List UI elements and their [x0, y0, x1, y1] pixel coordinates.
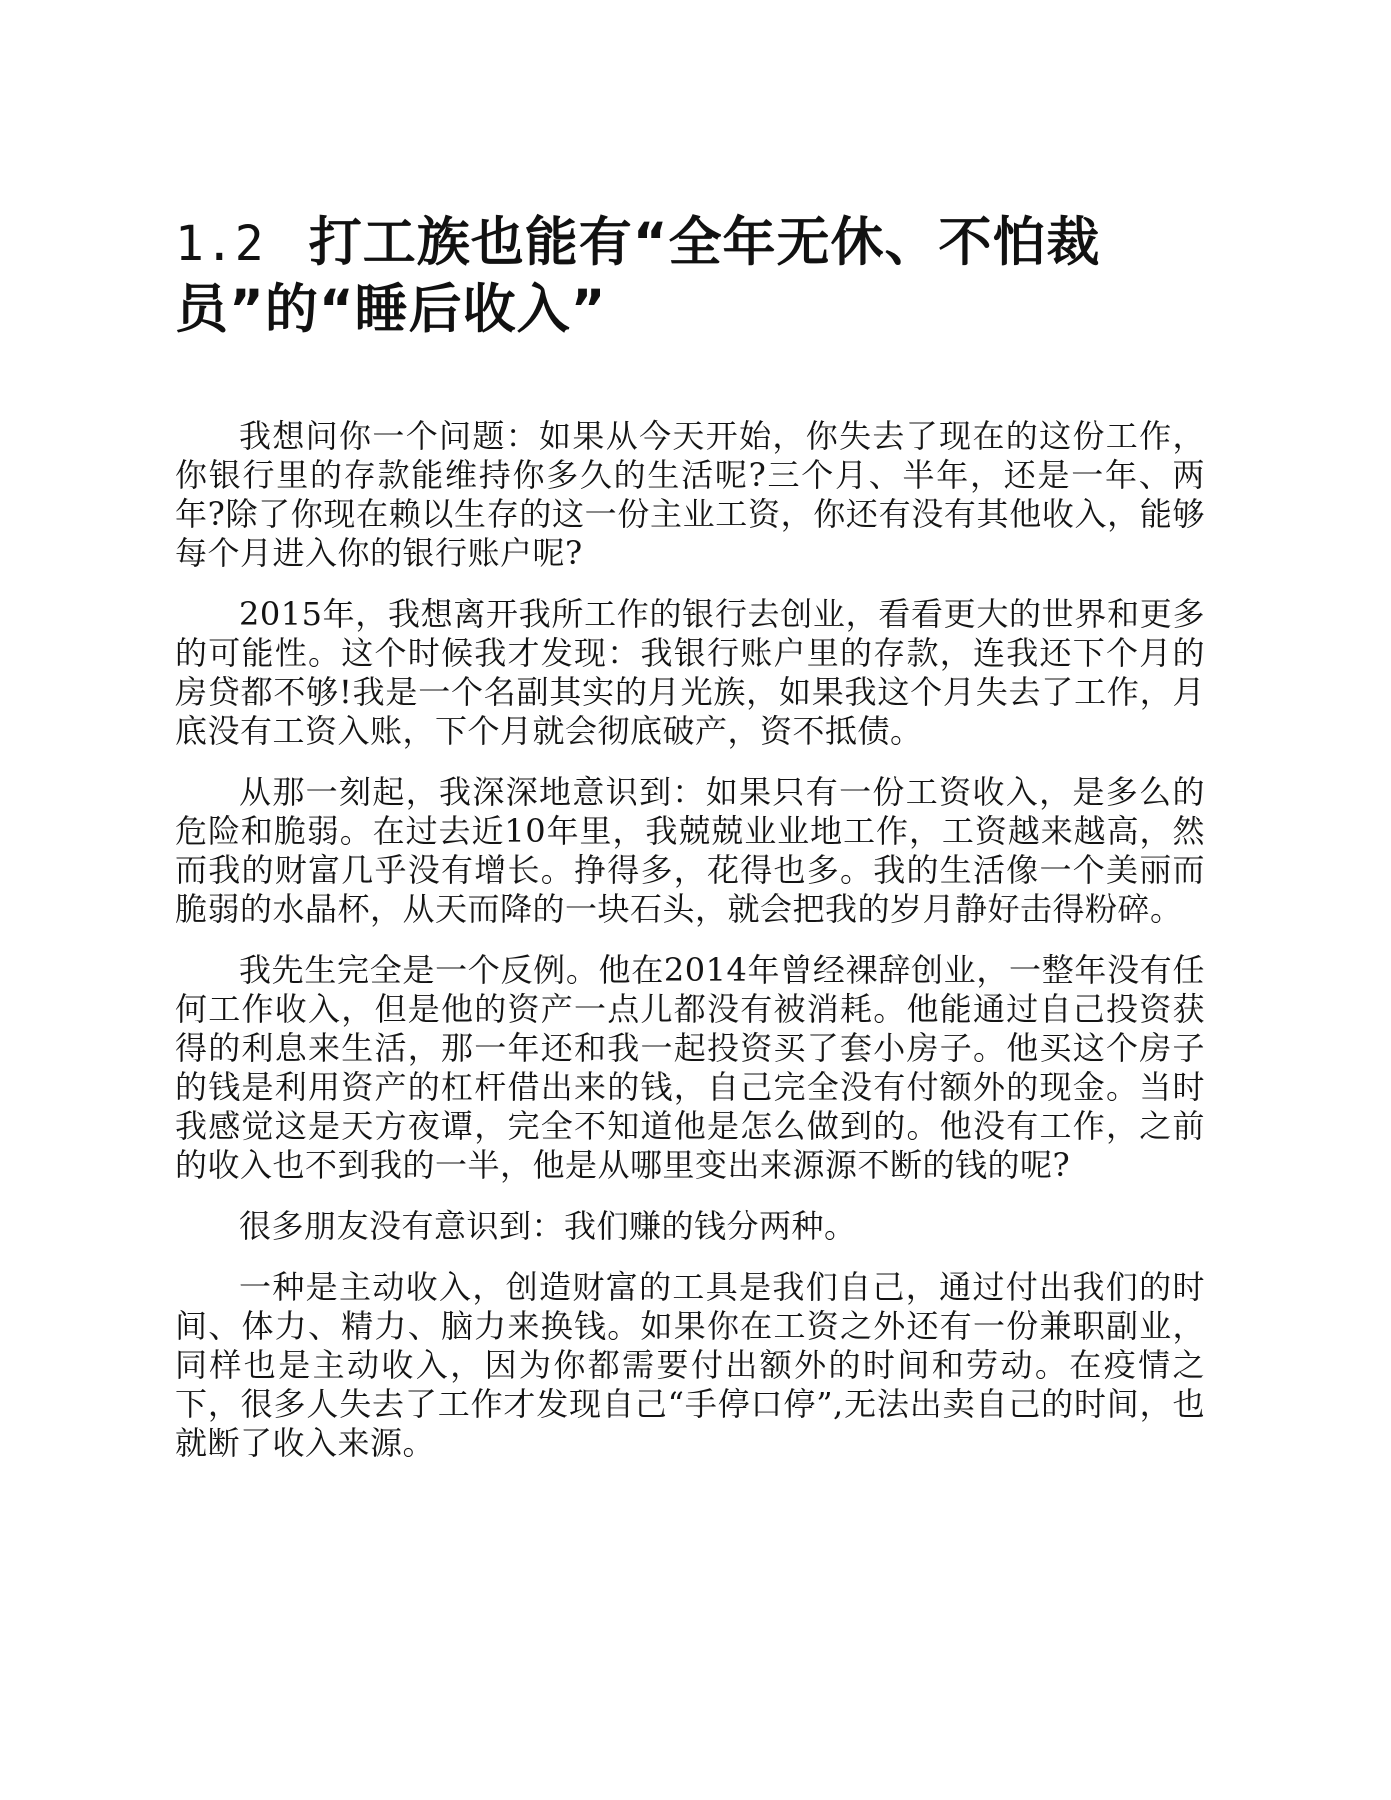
paragraph-2: 2015年，我想离开我所工作的银行去创业，看看更大的世界和更多的可能性。这个时候我才发现：我银行账户里的存款，连我还下个月的房贷都不够!我是一个名副其实的月光族，如果我这个月失去了工作，月底没有工资入账，下个月就会彻底破产，资不抵债。	[175, 595, 1205, 750]
paragraph-1: 我想问你一个问题：如果从今天开始，你失去了现在的这份工作，你银行里的存款能维持你多久的生活呢?三个月、半年，还是一年、两年?除了你现在赖以生存的这一份主业工资，你还有没有其他收入，能够每个月进入你的银行账户呢?	[175, 417, 1205, 572]
paragraph-4: 我先生完全是一个反例。他在2014年曾经裸辞创业，一整年没有任何工作收入，但是他的资产一点儿都没有被消耗。他能通过自己投资获得的利息来生活，那一年还和我一起投资买了套小房子。他买这个房子的钱是利用资产的杠杆借出来的钱，自己完全没有付额外的现金。当时我感觉这是天方夜谭，完全不知道他是怎么做到的。他没有工作，之前的收入也不到我的一半，他是从哪里变出来源源不断的钱的呢?	[175, 951, 1205, 1184]
paragraph-6: 一种是主动收入，创造财富的工具是我们自己，通过付出我们的时间、体力、精力、脑力来换钱。如果你在工资之外还有一份兼职副业，同样也是主动收入，因为你都需要付出额外的时间和劳动。在疫情之下，很多人失去了工作才发现自己“手停口停”,无法出卖自己的时间，也就断了收入来源。	[175, 1268, 1205, 1462]
paragraph-5: 很多朋友没有意识到：我们赚的钱分两种。	[239, 1207, 857, 1245]
paragraph-3: 从那一刻起，我深深地意识到：如果只有一份工资收入，是多么的危险和脆弱。在过去近10年里，我兢兢业业地工作，工资越来越高，然而我的财富几乎没有增长。挣得多，花得也多。我的生活像一个美丽而脆弱的水晶杯，从天而降的一块石头，就会把我的岁月静好击得粉碎。	[175, 773, 1205, 928]
section-number: 1.2	[175, 216, 265, 272]
body-text	[175, 417, 1205, 1463]
document-page	[175, 210, 1205, 1485]
section-heading	[175, 210, 1205, 343]
section-title: 打工族也能有“全年无休、不怕裁员”的“睡后收入”	[175, 212, 1101, 340]
